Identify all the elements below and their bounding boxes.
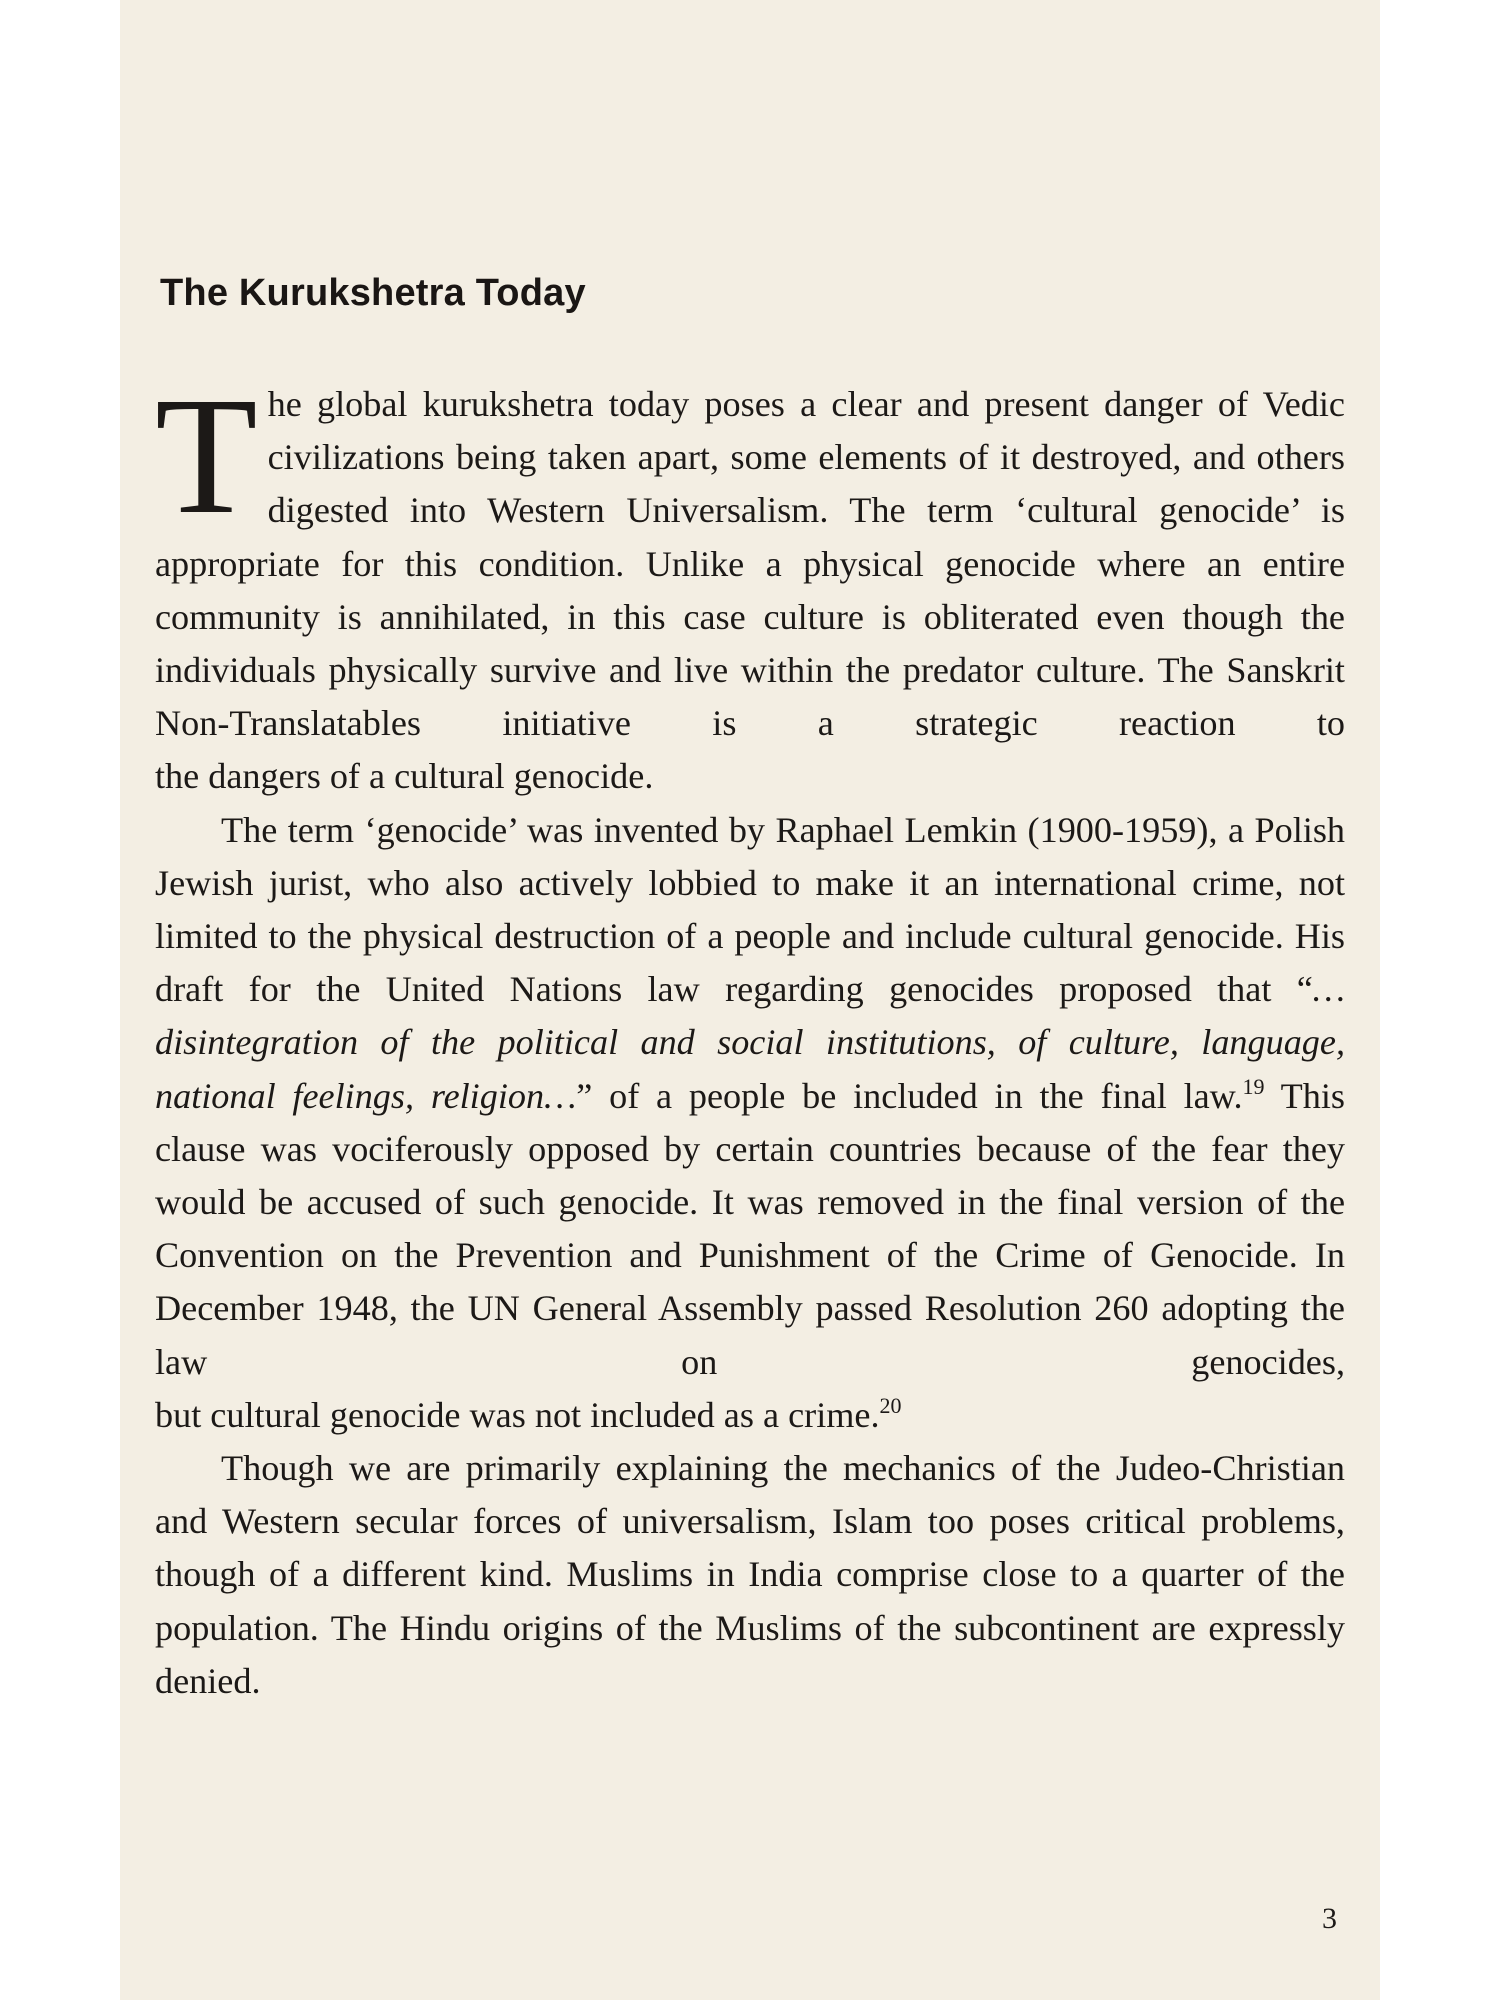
text-line: they would be accused of such genocide. It was removed in the	[155, 1128, 1346, 1223]
page-number: 3	[1322, 1902, 1337, 1935]
text-line: The term ‘genocide’ was invented by Raphael Lemkin	[221, 809, 1018, 850]
paragraph-2	[155, 804, 1345, 1389]
text-line: Universalism. The term ‘cultural genocide’ is appropriate for this	[155, 490, 1345, 584]
text-line: Nations law regarding genocides proposed that “	[509, 969, 1313, 1010]
text-line: he global kurukshetra today poses a clear and present	[267, 384, 1089, 424]
text-line: final version of the Convention on the Prevention and Punishment	[155, 1182, 1346, 1276]
quote-italic: religion…	[430, 1075, 577, 1116]
paragraph-2-end	[155, 1389, 1345, 1442]
text-line: it an international crime, not limited to the physical destruction of	[155, 862, 1346, 957]
text-line: elements of it destroyed, and others digested into Western	[267, 437, 1345, 531]
quote-italic: …disintegration of	[155, 969, 1345, 1063]
paragraph-3	[155, 1442, 1345, 1708]
text-line: condition. Unlike a physical genocide where an entire community	[155, 543, 1346, 637]
text-line: is annihilated, in this case culture is obliterated even though the	[337, 596, 1345, 637]
drop-cap: T	[155, 363, 258, 549]
text-line: in India comprise close to a quarter of the population. The Hindu	[155, 1554, 1345, 1648]
text-line: individuals physically survive and live within the predator culture.	[155, 650, 1146, 691]
text-line: was vociferously opposed by certain countries because of the fear	[260, 1128, 1268, 1169]
text-line: a people and include cultural genocide. His draft for the United	[155, 916, 1345, 1010]
text-line: danger of Vedic civilizations being taken apart, some	[267, 384, 1345, 478]
text-line: Though we are primarily explaining the mechanics of the	[221, 1448, 1101, 1489]
text-line: This clause	[155, 1075, 1346, 1169]
text-line: too poses critical problems, though of a different kind. Muslims	[155, 1501, 1345, 1595]
text-line: origins of the Muslims of the subcontinent are expressly denied.	[155, 1607, 1346, 1701]
text-line: (1900-1959), a Polish Jewish jurist, who also actively lobbied to make	[155, 809, 1345, 903]
text-line: The Sanskrit Non-Translatables initiative is a strategic reaction to	[155, 650, 1345, 744]
text-line: Assembly passed Resolution 260 adopting the law on genocides,	[155, 1288, 1345, 1382]
footnote-ref-20: 20	[879, 1392, 902, 1418]
text-line: the dangers of a cultural genocide.	[155, 756, 654, 797]
footnote-ref-19: 19	[1242, 1073, 1265, 1099]
quote-italic: the political and social institutions, of culture, language, national feelings,	[155, 1022, 1345, 1116]
paragraph-1	[155, 363, 1346, 750]
text-line: Judeo-Christian and Western secular forces of universalism, Islam	[155, 1448, 1346, 1542]
section-heading: The Kurukshetra Today	[160, 272, 586, 314]
text-line: but cultural genocide was not included as a crime.	[155, 1394, 880, 1435]
paragraph-1-end	[155, 750, 1345, 803]
text-line: of the Crime of Genocide. In December 1948, the UN General	[155, 1235, 1345, 1329]
body-text	[155, 363, 1346, 1708]
text-line: ” of a people be included in the final law.	[576, 1075, 1243, 1116]
